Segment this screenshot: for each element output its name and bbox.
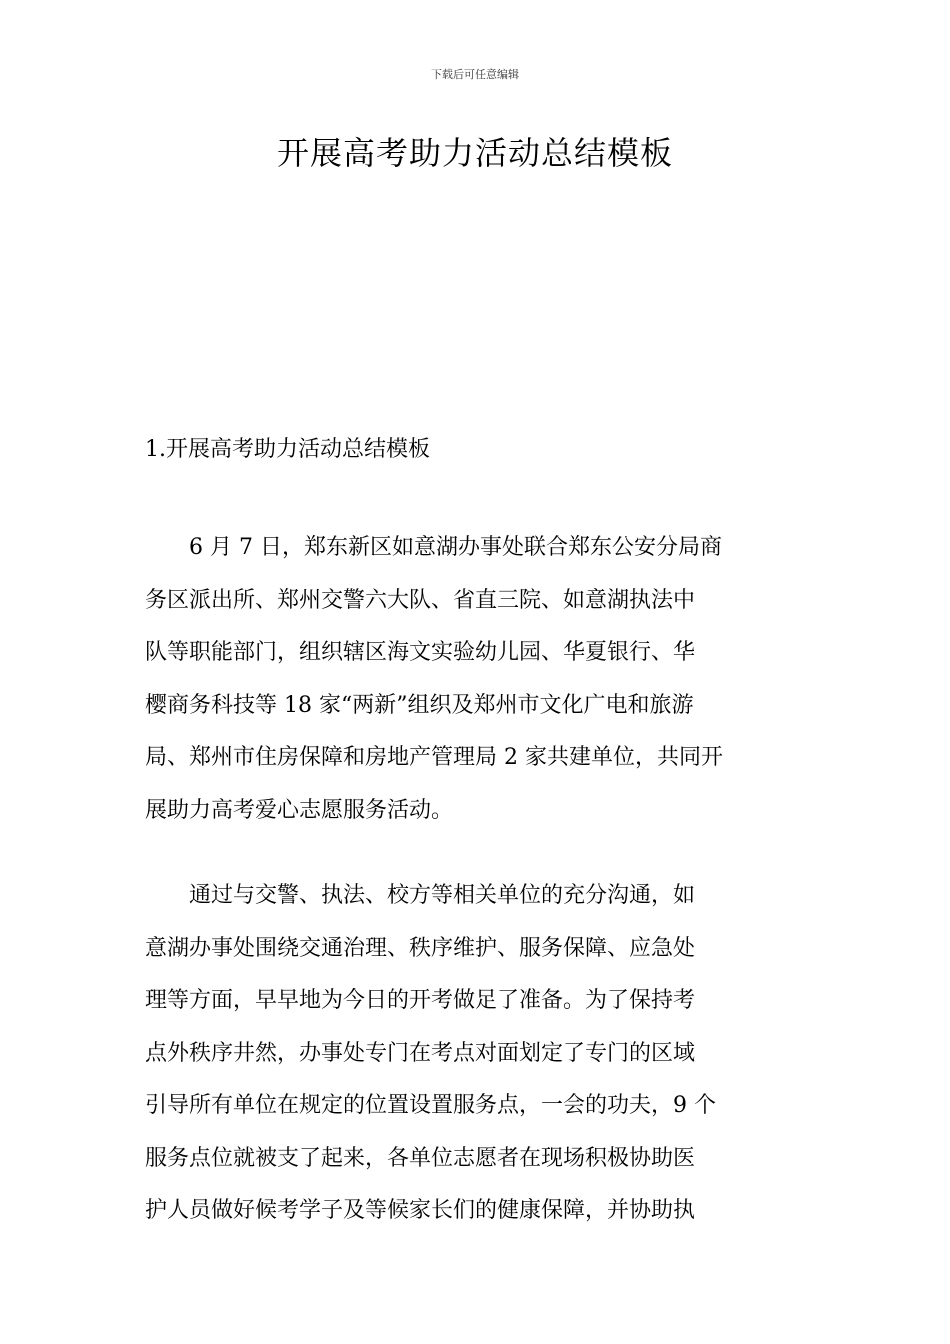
paragraph-line: 樱商务科技等 18 家“两新”组织及郑州市文化广电和旅游	[145, 692, 694, 718]
paragraph-line: 理等方面，早早地为今日的开考做足了准备。为了保持考	[145, 988, 696, 1013]
paragraph-line: 队等职能部门，组织辖区海文实验幼儿园、华夏银行、华	[145, 640, 696, 665]
paragraph-line: 护人员做好候考学子及等候家长们的健康保障，并协助执	[145, 1198, 696, 1223]
paragraph	[145, 870, 716, 1238]
paragraph-line: 展助力高考爱心志愿服务活动。	[145, 797, 454, 823]
paragraph-line: 引导所有单位在规定的位置设置服务点，一会的功夫，9 个	[145, 1093, 716, 1118]
header-note: 下载后可任意编辑	[431, 68, 519, 81]
document-title: 开展高考助力活动总结模板	[276, 134, 673, 172]
paragraph-line: 通过与交警、执法、校方等相关单位的充分沟通，如	[189, 883, 696, 908]
section-heading: 1.开展高考助力活动总结模板	[145, 437, 430, 462]
paragraph-line: 意湖办事处围绕交通治理、秩序维护、服务保障、应急处	[145, 935, 696, 961]
paragraph-line: 6 月 7 日，郑东新区如意湖办事处联合郑东公安分局商	[189, 535, 722, 560]
paragraph-line: 服务点位就被支了起来，各单位志愿者在现场积极协助医	[145, 1145, 696, 1171]
paragraph	[145, 522, 723, 837]
paragraph-line: 局、郑州市住房保障和房地产管理局 2 家共建单位，共同开	[145, 745, 723, 770]
paragraph-line: 务区派出所、郑州交警六大队、省直三院、如意湖执法中	[145, 587, 696, 613]
paragraph-line: 点外秩序井然，办事处专门在考点对面划定了专门的区域	[145, 1040, 696, 1066]
